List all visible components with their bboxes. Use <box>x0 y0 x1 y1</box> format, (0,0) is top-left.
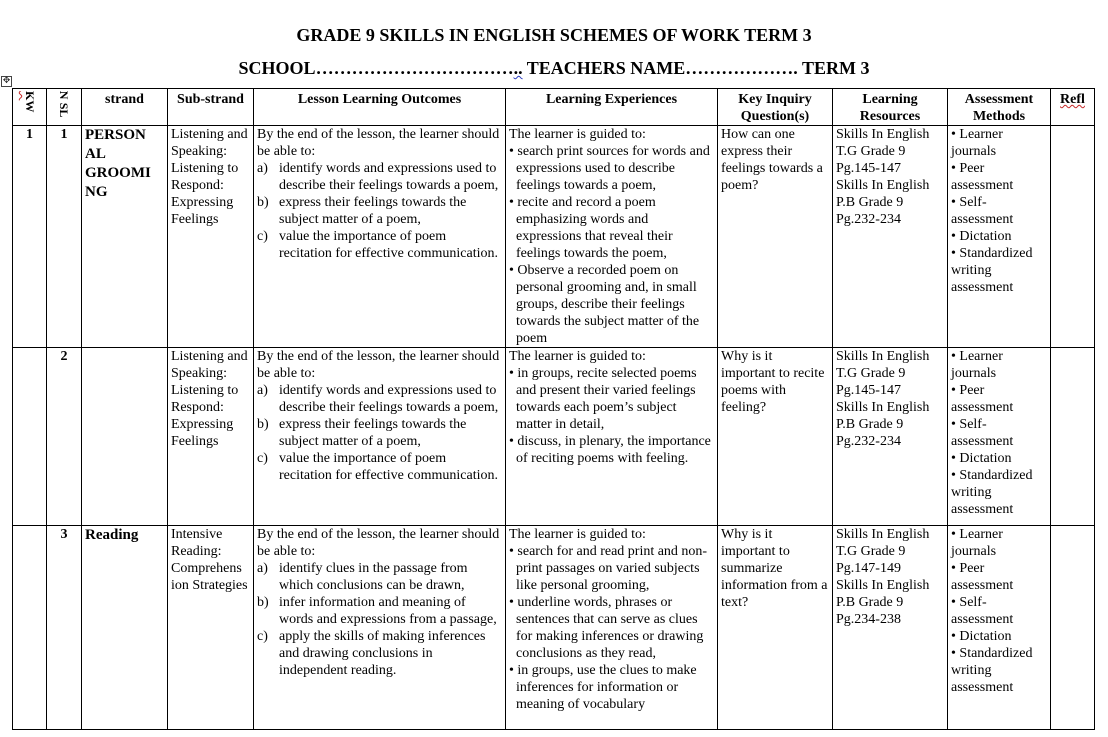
assessment-item: • Standardized writing assessment <box>951 646 1033 695</box>
assessment-item: • Standardized writing assessment <box>951 246 1033 295</box>
header-experiences: Learning Experiences <box>506 89 718 126</box>
lesson-cell[interactable]: 2 <box>47 348 82 526</box>
header-week: WK <box>13 89 47 126</box>
assessment-cell[interactable] <box>948 348 1051 526</box>
resource-line: Pg.234-238 <box>836 612 901 627</box>
assessment-item: • Dictation <box>951 229 1012 244</box>
resource-line: P.B Grade 9 <box>836 417 904 432</box>
week-cell[interactable] <box>13 348 47 526</box>
resource-line: T.G Grade 9 <box>836 366 906 381</box>
experiences-cell[interactable] <box>506 348 718 526</box>
table-row <box>13 348 1095 526</box>
list-item: • Observe a recorded poem on personal grooming and, in small groups, describe their feelings towards the subject matter of the poem <box>509 263 700 346</box>
school-teacher-term-line <box>0 58 1108 79</box>
inquiry-cell[interactable]: How can one express their feelings towards a poem? <box>718 126 833 348</box>
resource-line: T.G Grade 9 <box>836 544 906 559</box>
table-row <box>13 526 1095 730</box>
sub-strand-cell[interactable]: Listening and Speaking: Listening to Respond: Expressing Feelings <box>168 348 254 526</box>
outcomes-intro: By the end of the lesson, the learner should be able to: <box>257 127 500 159</box>
header-row <box>13 89 1095 126</box>
resource-line: Skills In English <box>836 578 930 593</box>
lesson-cell[interactable]: 3 <box>47 526 82 730</box>
schemes-of-work-table <box>12 88 1095 730</box>
list-item: c) value the importance of poem recitation for effective communication. <box>257 451 498 483</box>
list-item: b) express their feelings towards the subject matter of a poem, <box>257 195 467 227</box>
outcomes-cell[interactable] <box>254 126 506 348</box>
outcomes-intro: By the end of the lesson, the learner should be able to: <box>257 527 500 559</box>
list-item: c) value the importance of poem recitation for effective communication. <box>257 229 498 261</box>
school-field-dots: .. <box>513 58 523 78</box>
list-item: • search print sources for words and expressions used to describe feelings towards a poem, <box>509 144 710 193</box>
resources-cell[interactable] <box>833 348 948 526</box>
assessment-item: • Peer assessment <box>951 561 1014 593</box>
strand-cell[interactable]: PERSON AL GROOMI NG <box>82 126 168 348</box>
list-item: c) apply the skills of making inferences and drawing conclusions in independent reading. <box>257 629 486 678</box>
inquiry-cell[interactable]: Why is it important to summarize information from a text? <box>718 526 833 730</box>
table-row <box>13 126 1095 348</box>
experiences-intro: The learner is guided to: <box>509 527 646 542</box>
experiences-list <box>509 143 714 347</box>
resource-line: Pg.145-147 <box>836 161 901 176</box>
experiences-cell[interactable] <box>506 126 718 348</box>
week-cell[interactable] <box>13 526 47 730</box>
sub-strand-cell[interactable]: Listening and Speaking: Listening to Respond: Expressing Feelings <box>168 126 254 348</box>
assessment-item: • Learner journals <box>951 349 1003 381</box>
header-reflection: Refl <box>1051 89 1095 126</box>
header-lesson: LS N <box>47 89 82 126</box>
assessment-item: • Learner journals <box>951 127 1003 159</box>
experiences-list <box>509 365 714 467</box>
assessment-item: • Self-assessment <box>951 595 1014 627</box>
assessment-item: • Dictation <box>951 451 1012 466</box>
list-item: • discuss, in plenary, the importance of reciting poems with feeling. <box>509 434 711 466</box>
list-item: a) identify words and expressions used to describe their feelings towards a poem, <box>257 383 499 415</box>
assessment-item: • Peer assessment <box>951 161 1014 193</box>
reflection-cell[interactable] <box>1051 126 1095 348</box>
experiences-list <box>509 543 714 713</box>
resource-line: Skills In English <box>836 127 930 142</box>
sub-strand-cell[interactable]: Intensive Reading: Comprehens ion Strategies <box>168 526 254 730</box>
inquiry-cell[interactable]: Why is it important to recite poems with feeling? <box>718 348 833 526</box>
assessment-item: • Dictation <box>951 629 1012 644</box>
header-outcomes: Lesson Learning Outcomes <box>254 89 506 126</box>
strand-cell[interactable]: Reading <box>82 526 168 730</box>
list-item: • underline words, phrases or sentences that can serve as clues for making inferences or drawing conclusions as they read, <box>509 595 704 661</box>
header-strand: strand <box>82 89 168 126</box>
resources-cell[interactable] <box>833 126 948 348</box>
resource-line: Pg.232-234 <box>836 434 901 449</box>
resource-line: Skills In English <box>836 178 930 193</box>
move-anchor-icon[interactable]: ✥ <box>2 76 11 86</box>
list-item: b) infer information and meaning of words and expressions from a passage, <box>257 595 497 627</box>
list-item: • recite and record a poem emphasizing words and expressions that reveal their feelings towards the poem, <box>509 195 673 261</box>
resource-line: P.B Grade 9 <box>836 595 904 610</box>
resource-line: Pg.232-234 <box>836 212 901 227</box>
resource-line: P.B Grade 9 <box>836 195 904 210</box>
assessment-cell[interactable] <box>948 126 1051 348</box>
assessment-item: • Standardized writing assessment <box>951 468 1033 517</box>
resources-cell[interactable] <box>833 526 948 730</box>
outcomes-intro: By the end of the lesson, the learner should be able to: <box>257 349 500 381</box>
resource-line: Skills In English <box>836 527 930 542</box>
header-resources: Learning Resources <box>833 89 948 126</box>
outcomes-list <box>257 160 502 262</box>
school-field[interactable]: SCHOOL…………………………… <box>238 58 514 78</box>
experiences-cell[interactable] <box>506 526 718 730</box>
outcomes-list <box>257 382 502 484</box>
assessment-item: • Self-assessment <box>951 195 1014 227</box>
assessment-item: • Learner journals <box>951 527 1003 559</box>
document-title: GRADE 9 SKILLS IN ENGLISH SCHEMES OF WORK TERM 3 <box>296 25 812 45</box>
resource-line: Skills In English <box>836 400 930 415</box>
header-inquiry: Key Inquiry Question(s) <box>718 89 833 126</box>
outcomes-list <box>257 560 502 679</box>
resource-line: Pg.145-147 <box>836 383 901 398</box>
experiences-intro: The learner is guided to: <box>509 349 646 364</box>
strand-cell[interactable] <box>82 348 168 526</box>
reflection-cell[interactable] <box>1051 526 1095 730</box>
list-item: a) identify words and expressions used to describe their feelings towards a poem, <box>257 161 499 193</box>
lesson-cell[interactable]: 1 <box>47 126 82 348</box>
list-item: • search for and read print and non-print passages on varied subjects like personal grooming, <box>509 544 708 593</box>
week-cell[interactable]: 1 <box>13 126 47 348</box>
header-assessment: Assessment Methods <box>948 89 1051 126</box>
assessment-cell[interactable] <box>948 526 1051 730</box>
header-sub-strand: Sub-strand <box>168 89 254 126</box>
outcomes-cell[interactable] <box>254 348 506 526</box>
list-item: • in groups, use the clues to make inferences for information or meaning of vocabulary <box>509 663 697 712</box>
list-item: b) express their feelings towards the subject matter of a poem, <box>257 417 467 449</box>
assessment-item: • Self-assessment <box>951 417 1014 449</box>
resource-line: Skills In English <box>836 349 930 364</box>
outcomes-cell[interactable] <box>254 526 506 730</box>
teacher-term-field[interactable]: TEACHERS NAME………………. TERM 3 <box>522 58 870 78</box>
experiences-intro: The learner is guided to: <box>509 127 646 142</box>
resource-line: Pg.147-149 <box>836 561 901 576</box>
reflection-cell[interactable] <box>1051 348 1095 526</box>
list-item: a) identify clues in the passage from which conclusions can be drawn, <box>257 561 468 593</box>
list-item: • in groups, recite selected poems and present their varied feelings towards each poem’s subject matter in detail, <box>509 366 697 432</box>
resource-line: T.G Grade 9 <box>836 144 906 159</box>
assessment-item: • Peer assessment <box>951 383 1014 415</box>
